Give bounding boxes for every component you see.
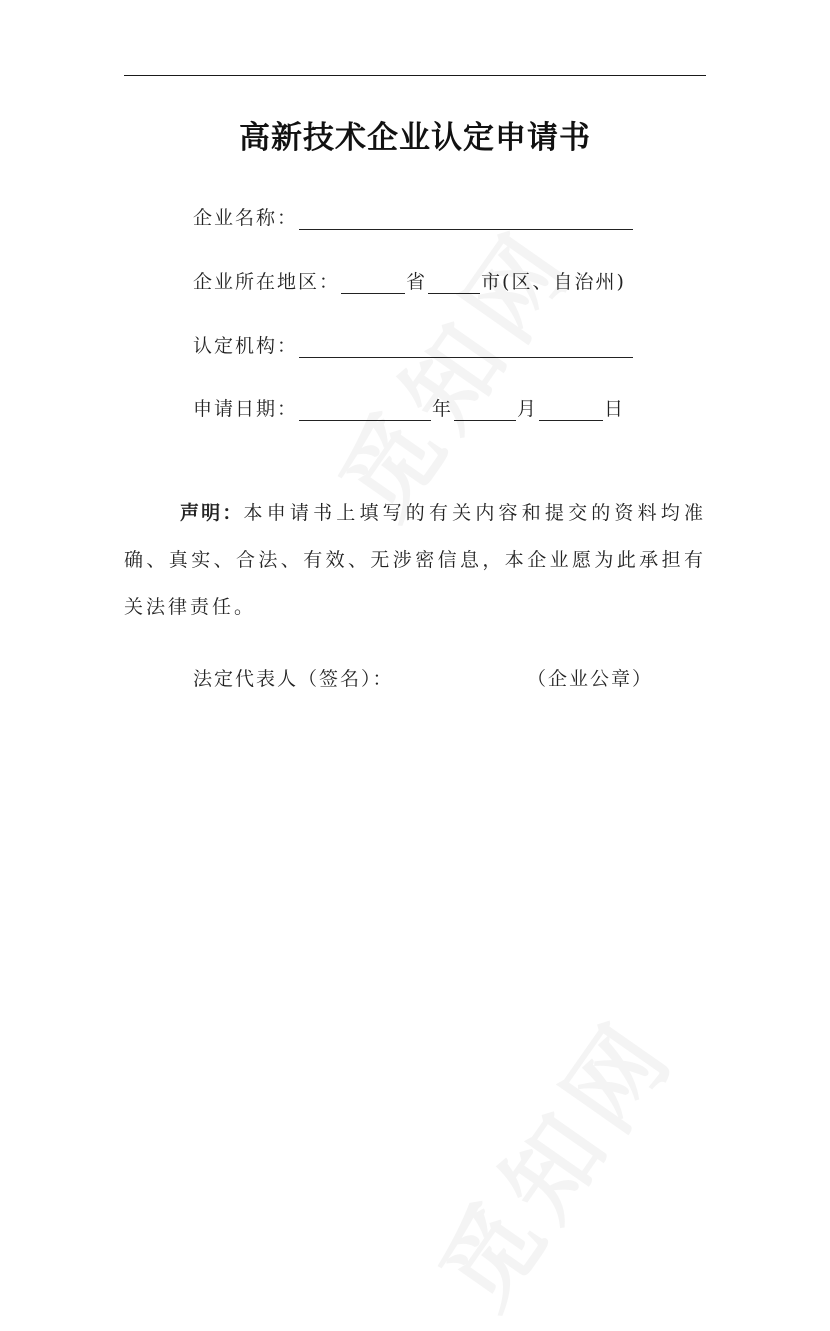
seal-label: （企业公章） [527,668,654,690]
declaration-paragraph [124,490,706,631]
authority-blank[interactable] [299,335,633,358]
watermark [303,197,601,541]
day-unit: 日 [604,398,626,420]
province-unit: 省 [406,271,428,293]
page-title: 高新技术企业认定申请书 [239,120,591,156]
date-row [193,391,625,421]
city-blank[interactable] [428,271,480,294]
date-label: 申请日期： [193,398,299,420]
city-unit: 市(区、自治州) [481,271,626,293]
authority-label: 认定机构： [193,335,299,357]
region-label: 企业所在地区： [193,271,341,293]
month-blank[interactable] [454,398,516,421]
authority-row [193,328,634,358]
company-name-label: 企业名称： [193,207,299,229]
province-blank[interactable] [341,271,405,294]
company-name-row [193,200,634,230]
top-rule [124,75,706,76]
month-unit: 月 [517,398,539,420]
year-blank[interactable] [299,398,431,421]
company-name-blank[interactable] [299,207,633,230]
year-unit: 年 [432,398,454,420]
day-blank[interactable] [539,398,603,421]
declaration-label: 声明： [180,502,244,524]
watermark-bottom [403,987,701,1331]
region-row [193,264,626,294]
signature-label: 法定代表人（签名）： [193,668,394,690]
declaration-text: 本申请书上填写的有关内容和提交的资料均准确、真实、合法、有效、无涉密信息，本企业愿为此承担有关法律责任。 [124,502,706,618]
